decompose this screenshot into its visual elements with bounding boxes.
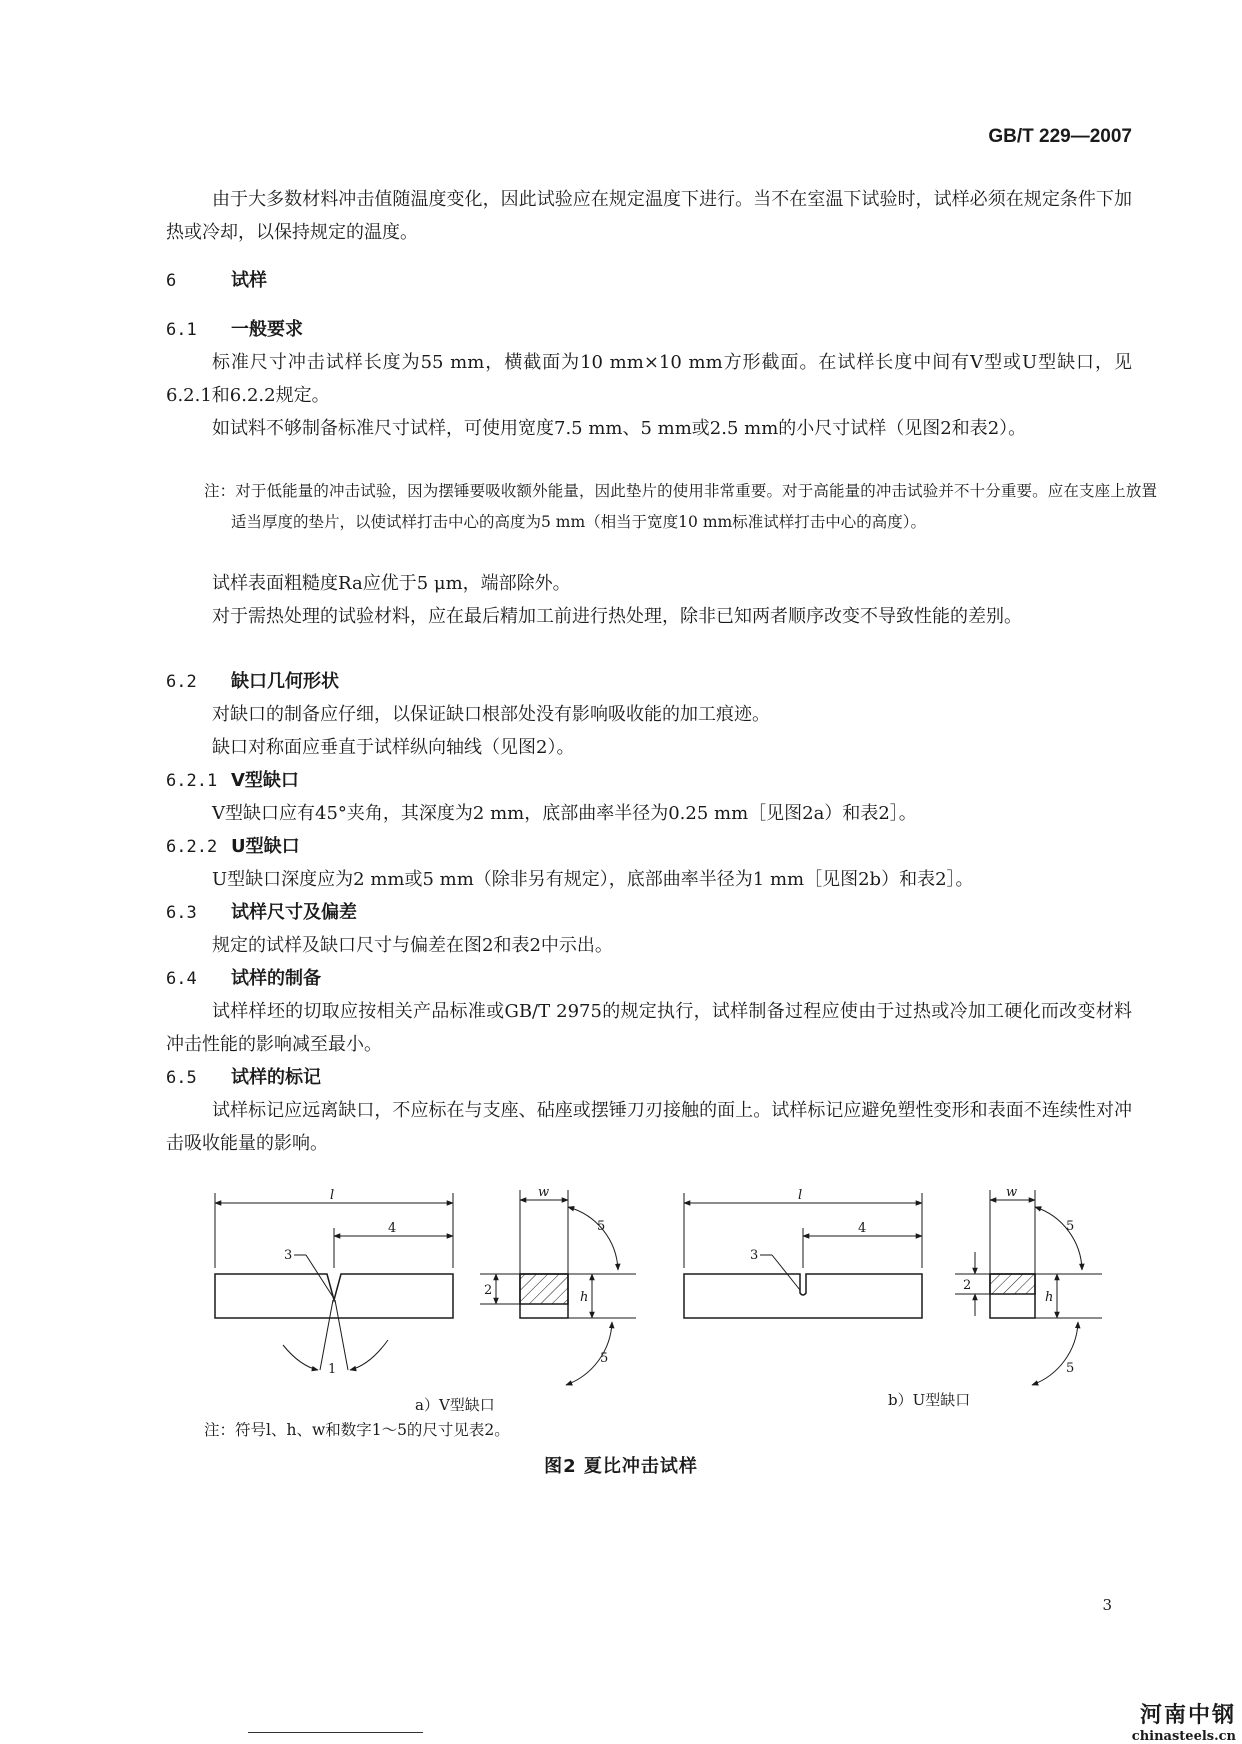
paragraph: 对缺口的制备应仔细，以保证缺口根部处没有影响吸收能的加工痕迹。 xyxy=(212,704,770,725)
callout-1: 1 xyxy=(328,1362,337,1377)
section-title: U型缺口 xyxy=(231,836,300,857)
section-number: 6.5 xyxy=(166,1068,197,1088)
section-title: 试样的标记 xyxy=(231,1067,321,1088)
note: 注：对于低能量的冲击试验，因为摆锤要吸收额外能量，因此垫片的使用非常重要。对于高能量的冲击试验并不十分重要。应在支座上放置适当厚度的垫片，以使试样打击中心的高度为5 mm（相当于宽度10 mm标准试样打击中心的高度）。 xyxy=(204,482,1157,531)
paragraph: 对于需热处理的试验材料，应在最后精加工前进行热处理，除非已知两者顺序改变不导致性能的差别。 xyxy=(212,606,1022,627)
u-notch-side-view xyxy=(684,1188,922,1318)
width-label: w xyxy=(538,1185,550,1200)
callout-2: 2 xyxy=(484,1283,493,1298)
width-label: w xyxy=(1006,1185,1018,1200)
subfigure-a-label: a）V型缺口 xyxy=(415,1396,495,1414)
section-title: V型缺口 xyxy=(231,770,299,791)
section-number: 6.2 xyxy=(166,672,197,692)
section-6-3-heading xyxy=(166,900,357,926)
length-label: l xyxy=(330,1188,335,1203)
paragraph: 试样样坯的切取应按相关产品标准或GB/T 2975的规定执行，试样制备过程应使由于过热或冷加工硬化而改变材料冲击性能的影响减至最小。 xyxy=(166,1001,1132,1055)
paragraph: 试样表面粗糙度Ra应优于5 μm，端部除外。 xyxy=(212,573,571,594)
charpy-specimen-figure xyxy=(0,1170,1242,1415)
section-title: 一般要求 xyxy=(231,319,303,340)
callout-3: 3 xyxy=(284,1248,293,1263)
section-6-2-heading xyxy=(166,669,339,695)
section-number: 6 xyxy=(166,271,177,291)
section-number: 6.3 xyxy=(166,903,197,923)
section-title: 试样尺寸及偏差 xyxy=(231,902,357,923)
intro-paragraph: 由于大多数材料冲击值随温度变化，因此试验应在规定温度下进行。当不在室温下试验时，试样必须在规定条件下加热或冷却，以保持规定的温度。 xyxy=(166,189,1132,243)
callout-2: 2 xyxy=(963,1278,972,1293)
section-6-1-heading xyxy=(166,317,303,343)
section-6-5-heading xyxy=(166,1065,321,1091)
watermark-logo xyxy=(1132,1698,1236,1744)
section-title: 试样的制备 xyxy=(231,968,321,989)
section-title: 试样 xyxy=(231,270,267,291)
v-notch-side-view xyxy=(215,1188,453,1377)
callout-5: 5 xyxy=(1066,1219,1075,1234)
paragraph: 试样标记应远离缺口，不应标在与支座、砧座或摆锤刀刃接触的面上。试样标记应避免塑性变形和表面不连续性对冲击吸收能量的影响。 xyxy=(166,1100,1132,1154)
callout-5: 5 xyxy=(1066,1361,1075,1376)
section-number: 6.2.1 xyxy=(166,771,218,791)
section-number: 6.1 xyxy=(166,320,197,340)
section-6-heading xyxy=(166,268,267,294)
length-label: l xyxy=(798,1188,803,1203)
u-notch-cross-section xyxy=(955,1185,1102,1385)
figure-note: 注：符号l、h、w和数字1～5的尺寸见表2。 xyxy=(204,1421,510,1439)
section-title: 缺口几何形状 xyxy=(231,671,339,692)
watermark-en: chinasteels.cn xyxy=(1131,1729,1236,1744)
subfigure-b-label: b）U型缺口 xyxy=(888,1391,971,1409)
callout-3: 3 xyxy=(750,1248,759,1263)
paragraph: 标准尺寸冲击试样长度为55 mm，横截面为10 mm×10 mm方形截面。在试样长度中间有V型或U型缺口，见6.2.1和6.2.2规定。 xyxy=(166,352,1132,406)
footer-rule xyxy=(248,1732,423,1733)
callout-4: 4 xyxy=(388,1221,397,1236)
v-notch-cross-section xyxy=(480,1185,636,1385)
callout-4: 4 xyxy=(858,1221,867,1236)
paragraph: 规定的试样及缺口尺寸与偏差在图2和表2中示出。 xyxy=(212,935,613,956)
paragraph: V型缺口应有45°夹角，其深度为2 mm，底部曲率半径为0.25 mm［见图2a）和表2］。 xyxy=(212,803,917,824)
section-number: 6.2.2 xyxy=(166,837,218,857)
paragraph: 缺口对称面应垂直于试样纵向轴线（见图2）。 xyxy=(212,737,575,758)
section-number: 6.4 xyxy=(166,969,197,989)
height-label: h xyxy=(580,1290,589,1305)
section-6-4-heading xyxy=(166,966,321,992)
height-label: h xyxy=(1045,1290,1054,1305)
paragraph: 如试料不够制备标准尺寸试样，可使用宽度7.5 mm、5 mm或2.5 mm的小尺寸试样（见图2和表2）。 xyxy=(212,418,1027,439)
section-6-2-1-heading xyxy=(166,768,299,794)
paragraph: U型缺口深度应为2 mm或5 mm（除非另有规定），底部曲率半径为1 mm［见图2b）和表2］。 xyxy=(212,869,974,890)
watermark-cn: 河南中钢 xyxy=(1139,1703,1236,1728)
callout-5: 5 xyxy=(600,1351,609,1366)
section-6-2-2-heading xyxy=(166,834,300,860)
page-number: 3 xyxy=(1102,1596,1112,1614)
callout-5: 5 xyxy=(597,1219,606,1234)
figure-caption: 图2 夏比冲击试样 xyxy=(544,1456,698,1477)
standard-number: GB/T 229—2007 xyxy=(988,126,1132,147)
